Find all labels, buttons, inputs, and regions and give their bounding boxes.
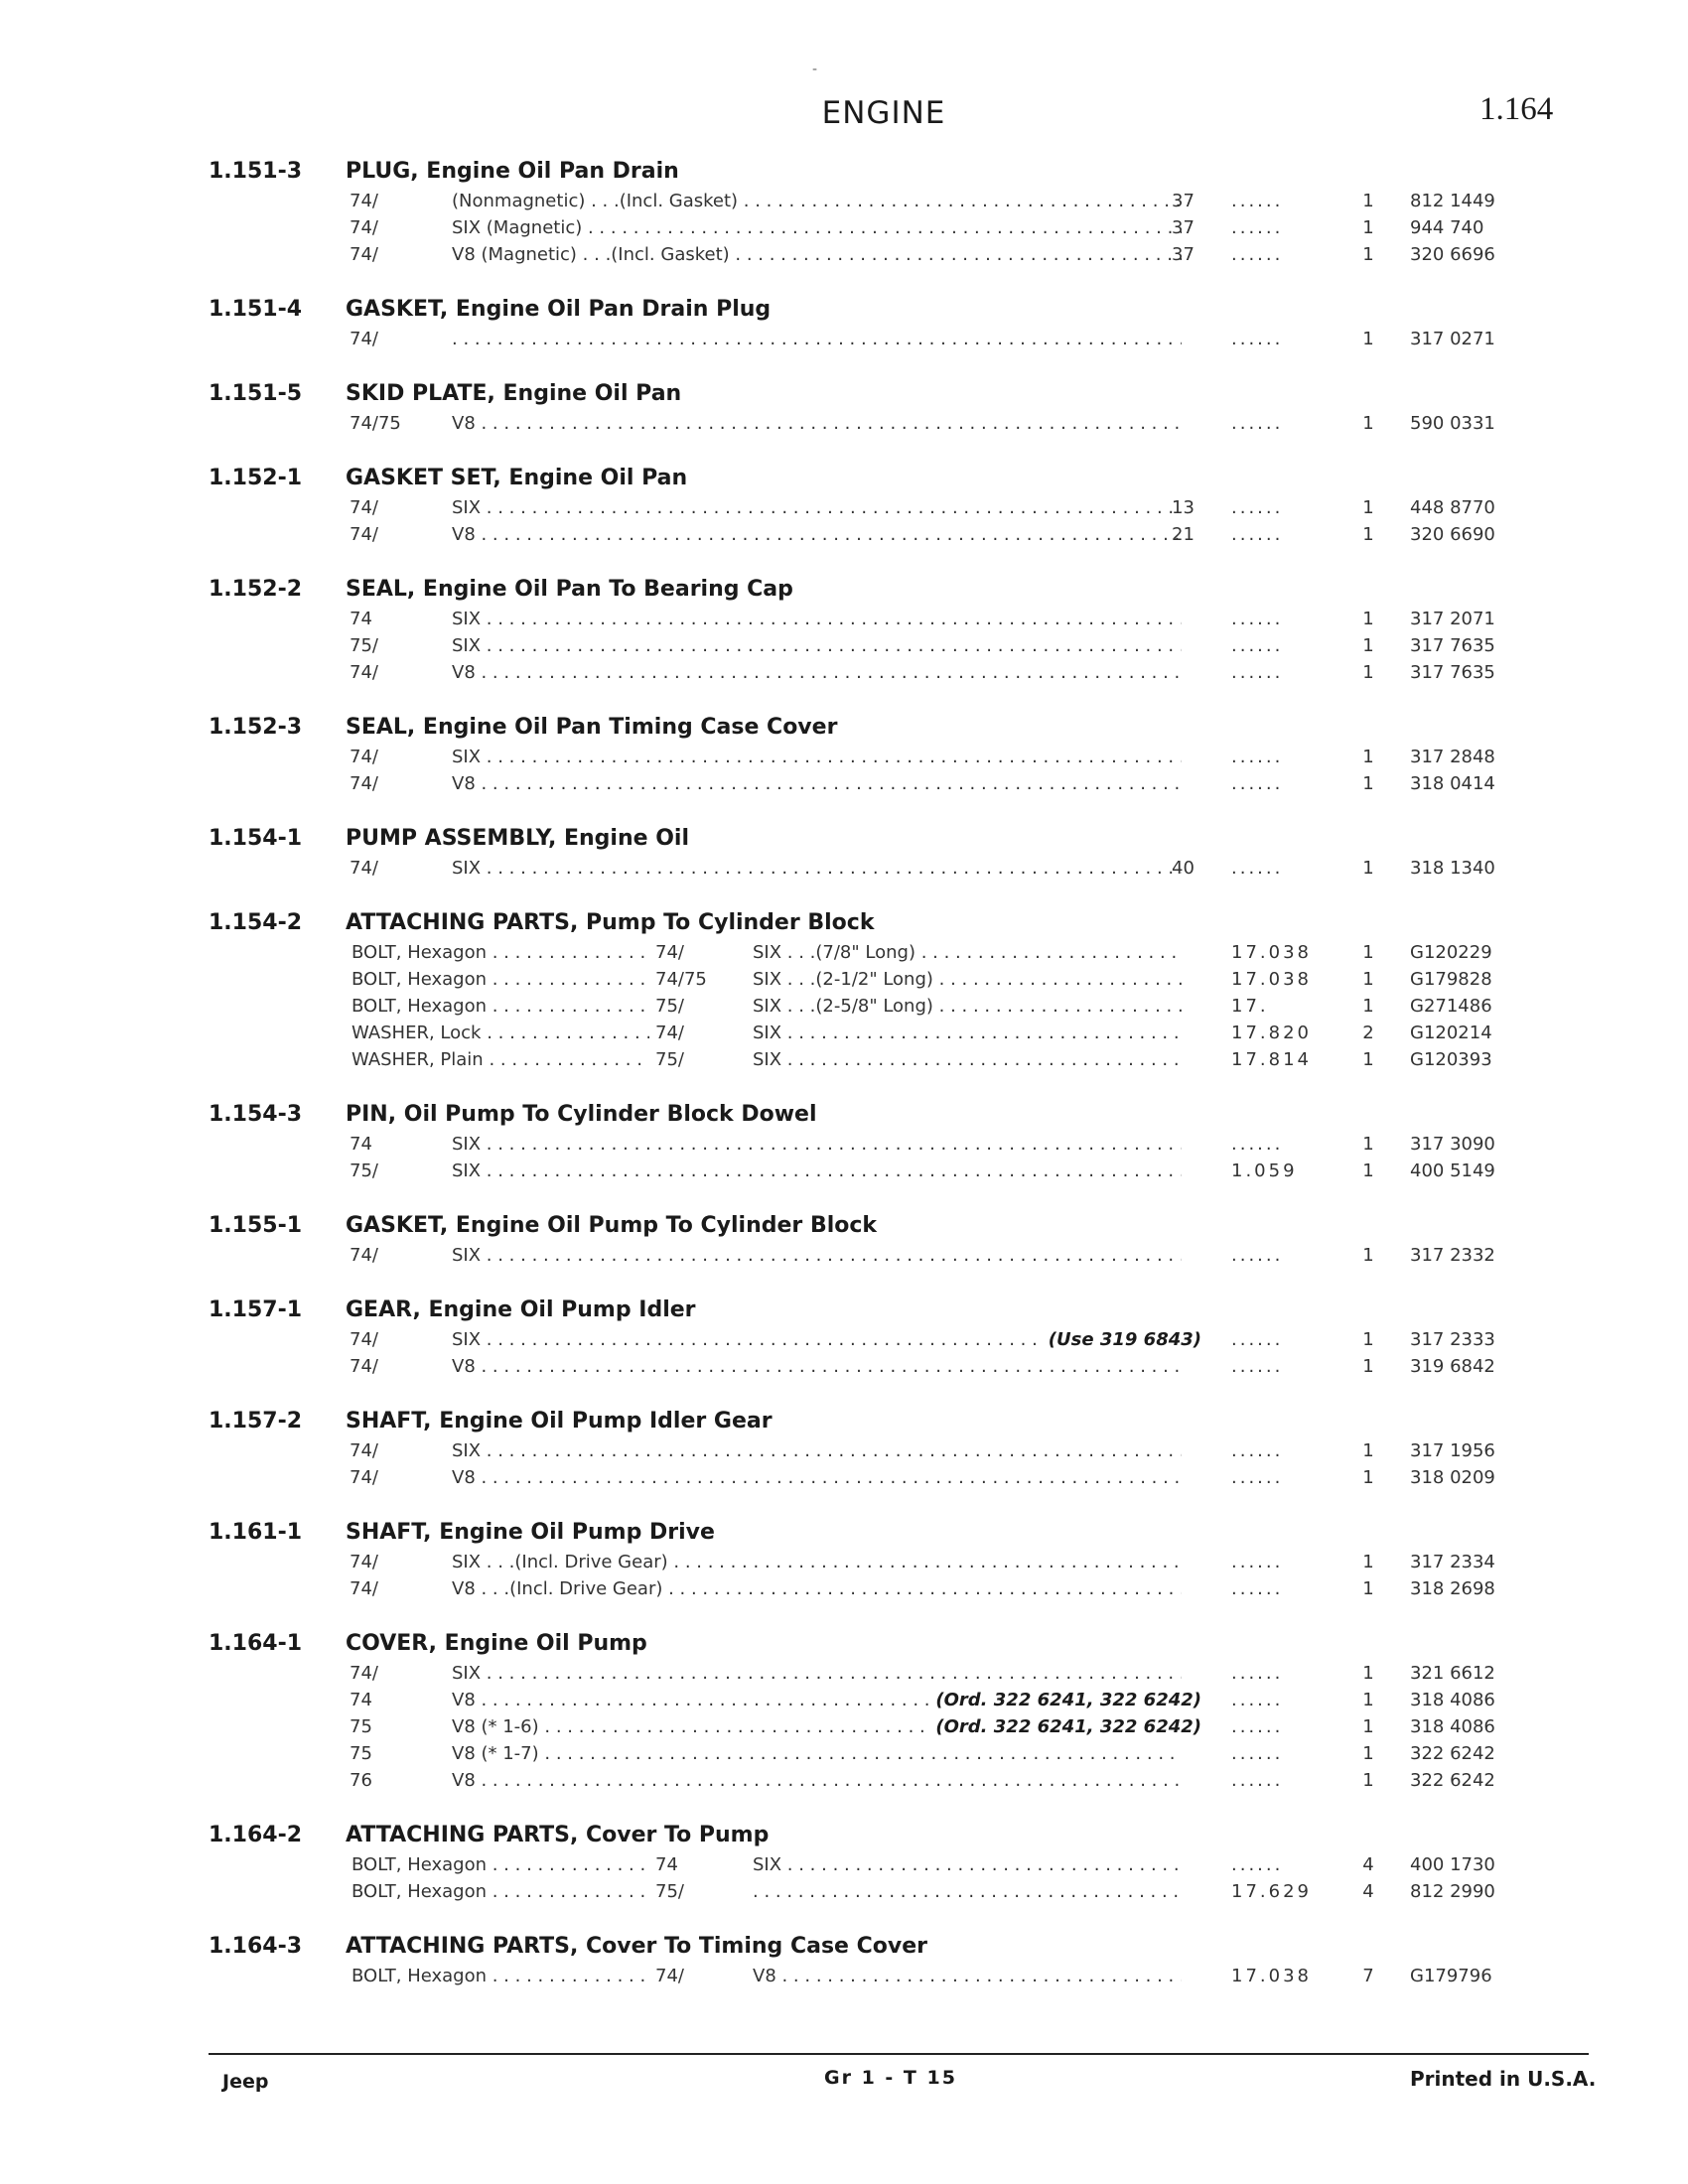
part-description: SIX . . .(7/8" Long) . . . [753,942,1182,963]
quantity: 1 [1362,1329,1374,1350]
part-row [0,994,1688,1021]
part-number: 317 0271 [1410,329,1495,349]
part-row [0,215,1688,242]
scan-mark: - [812,62,818,77]
parts-section [0,826,1688,883]
part-number: 318 2698 [1410,1578,1495,1599]
section-number: 1.151-3 [209,159,303,184]
section-title: PUMP ASSEMBLY, Engine Oil [346,826,689,851]
section-title: GASKET, Engine Oil Pan Drain Plug [346,297,772,322]
part-description: SIX . . .(2-1/2" Long) . . . [753,969,1182,990]
quantity: 1 [1362,1049,1374,1070]
quantity: 2 [1362,1023,1374,1043]
part-number: 318 0414 [1410,773,1495,794]
part-description [753,1881,1182,1902]
model-year: 74/ [350,662,378,683]
quantity: 1 [1362,1356,1374,1377]
part-row [0,660,1688,687]
quantity: 1 [1362,773,1374,794]
footer-rule [209,2053,1589,2055]
part-description: V8 . . . [452,1467,1182,1488]
reference-number: ...... [1231,773,1284,794]
part-number: 317 7635 [1410,635,1495,656]
part-number: 317 2332 [1410,1245,1495,1266]
part-row [0,856,1688,883]
part-number: 317 1956 [1410,1440,1495,1461]
model-year: 74/75 [350,413,401,434]
footer-printed: Printed in U.S.A. [1410,2067,1597,2091]
model-year: 74/ [350,244,378,265]
part-row [0,1047,1688,1074]
part-number: 812 2990 [1410,1881,1495,1902]
model-year: 75 [350,1716,372,1737]
section-number: 1.155-1 [209,1213,303,1238]
part-description: SIX . . . [452,858,1182,879]
quantity: 1 [1362,1245,1374,1266]
reference-number: ...... [1231,662,1284,683]
model-year: 74 [655,1854,678,1875]
section-title: SKID PLATE, Engine Oil Pan [346,381,682,406]
part-row [0,1688,1688,1714]
model-year: 74/ [350,1552,378,1572]
part-description: SIX (Magnetic) . . . [452,217,1182,238]
quantity: 1 [1362,191,1374,211]
parts-section [0,1823,1688,1906]
page-title: ENGINE [821,95,946,131]
part-number: 400 1730 [1410,1854,1495,1875]
parts-section [0,297,1688,353]
part-number: 317 2334 [1410,1552,1495,1572]
section-header [0,1213,1688,1243]
model-year: 75/ [655,1049,684,1070]
section-header [0,1297,1688,1327]
part-number: 318 1340 [1410,858,1495,879]
quantity: 1 [1362,244,1374,265]
part-description: V8 . . .(Incl. Drive Gear) . . . [452,1578,1182,1599]
part-label: BOLT, Hexagon . . . [352,1881,649,1902]
model-year: 74/ [350,497,378,518]
reference-number: ...... [1231,413,1284,434]
reference-number: ...... [1231,1356,1284,1377]
section-header [0,1934,1688,1964]
model-year: 74/ [350,1329,378,1350]
section-title: SEAL, Engine Oil Pan Timing Case Cover [346,715,838,740]
section-title: ATTACHING PARTS, Pump To Cylinder Block [346,910,875,935]
reference-number: ...... [1231,191,1284,211]
quantity: 1 [1362,413,1374,434]
reference-number: 17.038 [1231,1966,1312,1986]
quantity: 1 [1362,217,1374,238]
part-row [0,1768,1688,1795]
part-number: 400 5149 [1410,1160,1495,1181]
footer-brand: Jeep [222,2071,269,2093]
part-row [0,1879,1688,1906]
reference-number: ...... [1231,747,1284,767]
model-year: 74/ [350,773,378,794]
section-header [0,1631,1688,1661]
reference-number: ...... [1231,329,1284,349]
footer-group-code: Gr 1 - T 15 [824,2067,957,2089]
part-description: V8 . . . [452,1770,1182,1791]
model-year: 76 [350,1770,372,1791]
part-row [0,522,1688,549]
part-row [0,1354,1688,1381]
section-header [0,297,1688,327]
quantity: 1 [1362,1160,1374,1181]
part-description: V8 (* 1-7) . . . [452,1743,1182,1764]
part-description: SIX . . .(2-5/8" Long) . . . [753,996,1182,1017]
part-description: SIX . . . [452,747,1182,767]
model-year: 75/ [350,635,378,656]
model-year: 74 [350,609,372,629]
reference-number: ...... [1231,635,1284,656]
part-description: SIX . . . [452,1245,1182,1266]
part-row [0,242,1688,269]
section-header [0,577,1688,607]
quantity: 1 [1362,1440,1374,1461]
parts-section [0,381,1688,438]
reference-number: ...... [1231,1716,1284,1737]
part-row [0,1661,1688,1688]
section-title: SEAL, Engine Oil Pan To Bearing Cap [346,577,793,602]
section-title: PIN, Oil Pump To Cylinder Block Dowel [346,1102,817,1127]
parts-section [0,1409,1688,1492]
part-row [0,633,1688,660]
reference-number: ...... [1231,217,1284,238]
model-year: 74/ [655,942,684,963]
quantity: 1 [1362,1770,1374,1791]
reference-number: 17.820 [1231,1023,1312,1043]
model-year: 75 [350,1743,372,1764]
part-number: G120393 [1410,1049,1492,1070]
reference-number: 17.629 [1231,1881,1312,1902]
page-number: 1.164 [1479,91,1554,127]
section-header [0,1409,1688,1438]
section-title: PLUG, Engine Oil Pan Drain [346,159,679,184]
part-row [0,1964,1688,1990]
section-header [0,1823,1688,1852]
reference-number: ...... [1231,1770,1284,1791]
reference-number: ...... [1231,1440,1284,1461]
part-row [0,327,1688,353]
part-number: G120229 [1410,942,1492,963]
part-description: V8 . . . [753,1966,1182,1986]
section-title: GASKET SET, Engine Oil Pan [346,466,688,490]
model-year: 74/ [350,1467,378,1488]
part-number: 322 6242 [1410,1743,1495,1764]
part-number: 318 0209 [1410,1467,1495,1488]
quantity: 1 [1362,858,1374,879]
model-year: 74/ [350,217,378,238]
section-number: 1.151-5 [209,381,303,406]
illustration-number: 37 [1172,191,1195,211]
part-number: G120214 [1410,1023,1492,1043]
part-description: V8 . . . [452,524,1182,545]
part-description: SIX . . . [753,1854,1182,1875]
order-note: (Ord. 322 6241, 322 6242) [929,1690,1201,1710]
reference-number: ...... [1231,497,1284,518]
reference-number: 17.814 [1231,1049,1312,1070]
section-number: 1.152-3 [209,715,303,740]
part-description: V8 . . . [452,413,1182,434]
quantity: 1 [1362,1578,1374,1599]
part-label: BOLT, Hexagon . . . [352,942,649,963]
part-row [0,1132,1688,1159]
part-row [0,1550,1688,1576]
model-year: 74/ [350,191,378,211]
quantity: 1 [1362,662,1374,683]
part-row [0,1741,1688,1768]
part-number: G271486 [1410,996,1492,1017]
section-title: ATTACHING PARTS, Cover To Pump [346,1823,770,1847]
reference-number: ...... [1231,1690,1284,1710]
section-header [0,466,1688,495]
parts-list [0,159,1688,2018]
quantity: 1 [1362,1663,1374,1684]
quantity: 1 [1362,747,1374,767]
part-description: V8 . . . [452,1690,1182,1710]
quantity: 1 [1362,1467,1374,1488]
quantity: 7 [1362,1966,1374,1986]
parts-section [0,466,1688,549]
part-label: WASHER, Plain . . . [352,1049,649,1070]
parts-section [0,1297,1688,1381]
reference-number: 17. [1231,996,1269,1017]
part-number: 321 6612 [1410,1663,1495,1684]
quantity: 1 [1362,497,1374,518]
quantity: 1 [1362,635,1374,656]
section-header [0,1520,1688,1550]
part-description: V8 . . . [452,773,1182,794]
parts-section [0,1520,1688,1603]
part-row [0,745,1688,771]
part-number: 448 8770 [1410,497,1495,518]
reference-number: ...... [1231,1743,1284,1764]
part-number: G179828 [1410,969,1492,990]
part-description: SIX . . . [452,1160,1182,1181]
section-title: SHAFT, Engine Oil Pump Drive [346,1520,715,1545]
section-number: 1.157-2 [209,1409,303,1433]
part-number: 322 6242 [1410,1770,1495,1791]
part-number: G179796 [1410,1966,1492,1986]
illustration-number: 13 [1172,497,1195,518]
part-description: V8 (Magnetic) . . .(Incl. Gasket) . . . [452,244,1182,265]
part-number: 812 1449 [1410,191,1495,211]
section-number: 1.161-1 [209,1520,303,1545]
parts-section [0,577,1688,687]
part-row [0,1465,1688,1492]
model-year: 74/ [350,858,378,879]
order-note: (Use 319 6843) [1043,1329,1201,1350]
section-title: COVER, Engine Oil Pump [346,1631,647,1656]
part-row [0,411,1688,438]
part-description: SIX . . .(Incl. Drive Gear) . . . [452,1552,1182,1572]
part-number: 318 4086 [1410,1716,1495,1737]
section-number: 1.154-1 [209,826,303,851]
part-description: SIX . . . [452,497,1182,518]
part-row [0,940,1688,967]
part-label: BOLT, Hexagon . . . [352,1854,649,1875]
section-number: 1.157-1 [209,1297,303,1322]
model-year: 74 [350,1134,372,1155]
model-year: 74/ [350,1578,378,1599]
model-year: 74/ [350,1245,378,1266]
part-number: 944 740 [1410,217,1484,238]
parts-section [0,1213,1688,1270]
part-number: 317 2071 [1410,609,1495,629]
quantity: 4 [1362,1854,1374,1875]
model-year: 74/ [350,1440,378,1461]
quantity: 1 [1362,329,1374,349]
part-number: 319 6842 [1410,1356,1495,1377]
part-number: 317 3090 [1410,1134,1495,1155]
illustration-number: 37 [1172,217,1195,238]
part-label: BOLT, Hexagon . . . [352,1966,649,1986]
quantity: 1 [1362,996,1374,1017]
part-number: 317 2848 [1410,747,1495,767]
part-number: 317 7635 [1410,662,1495,683]
quantity: 1 [1362,1716,1374,1737]
part-row [0,1852,1688,1879]
section-number: 1.164-1 [209,1631,303,1656]
part-description: V8 . . . [452,1356,1182,1377]
reference-number: ...... [1231,1467,1284,1488]
quantity: 1 [1362,1743,1374,1764]
part-number: 317 2333 [1410,1329,1495,1350]
model-year: 74/75 [655,969,707,990]
reference-number: ...... [1231,1329,1284,1350]
section-header [0,715,1688,745]
section-number: 1.151-4 [209,297,303,322]
quantity: 1 [1362,942,1374,963]
part-description: V8 (* 1-6) . . . [452,1716,1182,1737]
quantity: 1 [1362,609,1374,629]
section-header [0,381,1688,411]
illustration-number: 21 [1172,524,1195,545]
quantity: 1 [1362,524,1374,545]
part-row [0,607,1688,633]
part-description: V8 . . . [452,662,1182,683]
illustration-number: 37 [1172,244,1195,265]
part-row [0,1438,1688,1465]
section-number: 1.152-2 [209,577,303,602]
section-number: 1.154-3 [209,1102,303,1127]
part-description: SIX . . . [452,1440,1182,1461]
section-header [0,1102,1688,1132]
part-row [0,1714,1688,1741]
section-header [0,159,1688,189]
section-header [0,826,1688,856]
part-description: SIX . . . [452,1134,1182,1155]
part-label: BOLT, Hexagon . . . [352,996,649,1017]
part-number: 320 6690 [1410,524,1495,545]
part-description: SIX . . . [452,609,1182,629]
parts-section [0,1102,1688,1185]
part-description: SIX . . . [753,1049,1182,1070]
model-year: 74/ [655,1966,684,1986]
model-year: 75/ [655,1881,684,1902]
model-year: 74/ [350,329,378,349]
quantity: 4 [1362,1881,1374,1902]
model-year: 74/ [350,1663,378,1684]
reference-number: ...... [1231,1134,1284,1155]
quantity: 1 [1362,1552,1374,1572]
part-row [0,1243,1688,1270]
reference-number: 17.038 [1231,942,1312,963]
reference-number: ...... [1231,1552,1284,1572]
model-year: 74/ [350,747,378,767]
reference-number: ...... [1231,244,1284,265]
section-title: GASKET, Engine Oil Pump To Cylinder Block [346,1213,878,1238]
section-number: 1.164-3 [209,1934,303,1959]
quantity: 1 [1362,969,1374,990]
parts-section [0,159,1688,269]
parts-section [0,1631,1688,1795]
model-year: 74/ [350,1356,378,1377]
part-row [0,1021,1688,1047]
model-year: 74 [350,1690,372,1710]
parts-section [0,715,1688,798]
part-description: SIX . . . [452,635,1182,656]
parts-section [0,1934,1688,1990]
section-title: SHAFT, Engine Oil Pump Idler Gear [346,1409,773,1433]
section-header [0,910,1688,940]
section-number: 1.154-2 [209,910,303,935]
reference-number: 17.038 [1231,969,1312,990]
part-description: SIX . . . [452,1663,1182,1684]
reference-number: ...... [1231,1854,1284,1875]
section-title: ATTACHING PARTS, Cover To Timing Case Cover [346,1934,927,1959]
part-row [0,189,1688,215]
parts-section [0,910,1688,1074]
part-number: 590 0331 [1410,413,1495,434]
part-label: WASHER, Lock . . . [352,1023,649,1043]
model-year: 74/ [350,524,378,545]
reference-number: ...... [1231,1578,1284,1599]
part-description: SIX . . . [753,1023,1182,1043]
section-number: 1.152-1 [209,466,303,490]
section-number: 1.164-2 [209,1823,303,1847]
part-row [0,1159,1688,1185]
part-row [0,495,1688,522]
part-description: (Nonmagnetic) . . .(Incl. Gasket) . . . [452,191,1182,211]
quantity: 1 [1362,1134,1374,1155]
quantity: 1 [1362,1690,1374,1710]
illustration-number: 40 [1172,858,1195,879]
part-row [0,1327,1688,1354]
part-row [0,1576,1688,1603]
section-title: GEAR, Engine Oil Pump Idler [346,1297,696,1322]
reference-number: ...... [1231,609,1284,629]
model-year: 75/ [350,1160,378,1181]
part-description [452,329,1182,349]
model-year: 75/ [655,996,684,1017]
model-year: 74/ [655,1023,684,1043]
reference-number: 1.059 [1231,1160,1298,1181]
order-note: (Ord. 322 6241, 322 6242) [929,1716,1201,1737]
reference-number: ...... [1231,524,1284,545]
part-label: BOLT, Hexagon . . . [352,969,649,990]
part-description: SIX . . . [452,1329,1182,1350]
part-row [0,967,1688,994]
part-number: 320 6696 [1410,244,1495,265]
part-row [0,771,1688,798]
reference-number: ...... [1231,1663,1284,1684]
reference-number: ...... [1231,858,1284,879]
reference-number: ...... [1231,1245,1284,1266]
part-number: 318 4086 [1410,1690,1495,1710]
